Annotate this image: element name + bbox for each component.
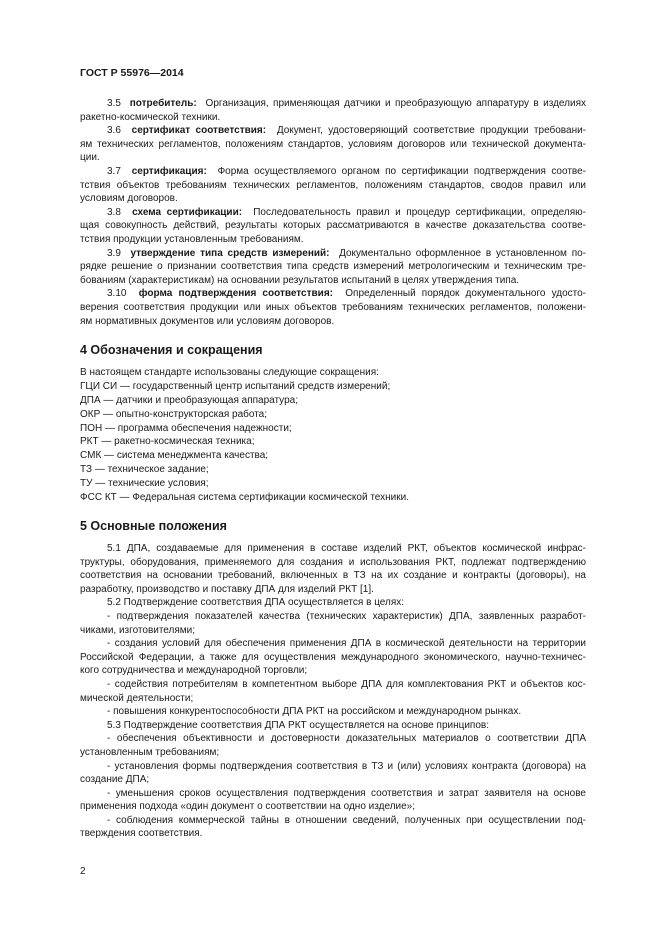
section-4 (80, 341, 586, 505)
text-line: - подтверждения показателей качества (технических характеристик) ДПА, заявленных разработ- (107, 610, 586, 622)
text-line (80, 206, 586, 220)
term-text: Последовательность правил и процедур сертификации, определяю- (253, 206, 586, 218)
term-text: Определенный порядок документального удосто- (345, 288, 586, 300)
term-definition (80, 97, 586, 124)
term-name: утверждение типа средств измерений: (130, 247, 330, 259)
text-line: - уменьшения сроков осуществления подтверждения соответствия и затрат заявителя на основе (107, 787, 586, 799)
paragraph (80, 814, 586, 841)
term-number: 3.8 (107, 206, 121, 218)
text-line: чиками, изготовителями; (80, 624, 196, 636)
abbreviation-item: ПОН — программа обеспечения надежности; (80, 422, 292, 434)
term-definition (80, 165, 586, 206)
paragraph (80, 610, 586, 637)
section-5-title: 5 Основные положения (80, 519, 227, 533)
text-line: соответствия на основании требований, включенных в ТЗ на их создание и контракты (договоры), на (80, 570, 586, 582)
text-line: тствия объектов требованиям технических регламентов, положениям стандартов, сводов правил или (80, 179, 586, 191)
text-line: применения подхода «один документ о соответствии на одно изделие»; (80, 801, 416, 813)
text-line: ям нормативных документов или условиям договоров. (80, 315, 335, 327)
term-definition (80, 124, 586, 165)
page-number: 2 (80, 866, 86, 877)
term-number: 3.9 (107, 247, 121, 259)
text-line: установленным требованиям; (80, 746, 220, 758)
term-definition (80, 206, 586, 247)
text-line: ракетно-космической техники. (80, 111, 221, 123)
term-name: форма подтверждения соответствия: (138, 288, 333, 300)
term-name: сертификация: (131, 165, 207, 177)
abbreviations-intro: В настоящем стандарте использованы следующие сокращения: (80, 367, 379, 378)
text-line: ям технических регламентов, положениям стандартов, условиям договоров или технической документа- (80, 138, 586, 150)
term-text: Форма осуществляемого органом по сертификации подтверждения соотве- (217, 165, 586, 177)
text-line: тствия продукции установленным требованиям. (80, 233, 304, 245)
text-line: - обеспечения объективности и достоверности доказательных материалов о соответствии ДПА (107, 733, 586, 745)
text-line: 5.3 Подтверждение соответствия ДПА РКТ осуществляется на основе принципов: (107, 719, 489, 731)
text-line: - содействия потребителям в компетентном выборе ДПА для комплектования РКТ и объектов кос- (107, 678, 586, 690)
abbreviation-item: РКТ — ракетно-космическая техника; (80, 436, 255, 448)
abbreviation-item: ОКР — опытно-конструкторская работа; (80, 408, 268, 420)
term-definition (80, 247, 586, 288)
paragraph (80, 732, 586, 759)
text-line: верения соответствия продукции или иных объектов требованиям технических регламентов, положени- (80, 301, 586, 313)
text-line: щая совокупность действий, результаты которых рассматриваются в качестве доказательства соотве- (80, 220, 586, 232)
term-number: 3.10 (107, 288, 127, 300)
paragraph (80, 596, 586, 610)
term-text: Организация, применяющая датчики и преобразующую аппаратуру в изделиях (205, 98, 586, 109)
paragraph (80, 760, 586, 787)
abbreviation-item: ДПА — датчики и преобразующая аппаратура; (80, 394, 298, 406)
term-name: потребитель: (129, 98, 197, 109)
terms-section (80, 97, 586, 328)
text-line: 5.2 Подтверждение соответствия ДПА осуществляется в целях: (107, 597, 405, 609)
text-line: труктуры, оборудования, применяемого для создания и использования РКТ, подлежат подтверждению (80, 556, 586, 568)
term-number: 3.5 (107, 98, 121, 109)
abbreviation-item: СМК — система менеджмента качества; (80, 450, 269, 462)
text-line: разработку, производство и поставку ДПА для изделий РКТ [1]. (80, 583, 374, 595)
abbreviation-item: ТУ — технические условия; (80, 478, 209, 490)
section-4-title: 4 Обозначения и сокращения (80, 343, 263, 357)
term-definition (80, 287, 586, 328)
paragraph (80, 542, 586, 596)
text-line: - установления формы подтверждения соответствия в ТЗ и (или) условиях контракта (договора) на (107, 760, 586, 772)
term-name: схема сертификации: (132, 206, 243, 218)
paragraph (80, 719, 586, 733)
term-text: Документально оформленное в установленном по- (339, 247, 586, 259)
text-line (80, 247, 586, 261)
abbreviation-item: ГЦИ СИ — государственный центр испытаний средств измерений; (80, 380, 391, 392)
text-line (80, 124, 586, 138)
paragraph (80, 637, 586, 678)
text-line: - создания условий для обеспечения применения ДПА в космической деятельности на территории (107, 638, 586, 650)
section-5-body (80, 542, 586, 841)
term-number: 3.6 (107, 125, 121, 137)
text-line: бованиям (характеристикам) на основании результатов испытаний в целях утверждения типа. (80, 274, 520, 286)
text-line: условиям договоров. (80, 193, 178, 205)
text-line (80, 165, 586, 179)
paragraph (80, 787, 586, 814)
text-line: тверждения соответствия. (80, 828, 203, 840)
term-text: Документ, удостоверяющий соответствие продукции требовани- (276, 125, 586, 137)
text-line: - соблюдения коммерческой тайны в отношении сведений, полученных при осуществлении под- (107, 814, 586, 826)
document-header: ГОСТ Р 55976—2014 (80, 67, 184, 79)
text-line: мической деятельности; (80, 692, 194, 704)
text-line (80, 97, 586, 111)
text-line: кого сотрудничества и международной торговли; (80, 665, 308, 677)
text-line: - повышения конкурентоспособности ДПА РКТ на российском и международном рынках. (107, 706, 522, 718)
term-number: 3.7 (107, 165, 121, 177)
term-name: сертификат соответствия: (131, 125, 267, 137)
abbreviations-list (80, 366, 586, 505)
section-5 (80, 517, 586, 841)
text-line: 5.1 ДПА, создаваемые для применения в составе изделий РКТ, объектов космической инфрас- (107, 543, 586, 554)
abbreviation-item: ФСС КТ — Федеральная система сертификации космической техники. (80, 492, 409, 504)
paragraph (80, 678, 586, 705)
paragraph (80, 705, 586, 719)
text-line: создание ДПА; (80, 774, 150, 786)
text-line: рядке решение о признании соответствия типа средств измерений метрологическим и техническим тре- (80, 261, 586, 273)
text-line: ции. (80, 152, 100, 164)
abbreviation-item: ТЗ — техническое задание; (80, 464, 209, 476)
text-line: Российской Федерации, а также для осуществления международного экономического, научно-техничес- (80, 651, 586, 663)
text-line (80, 287, 586, 301)
